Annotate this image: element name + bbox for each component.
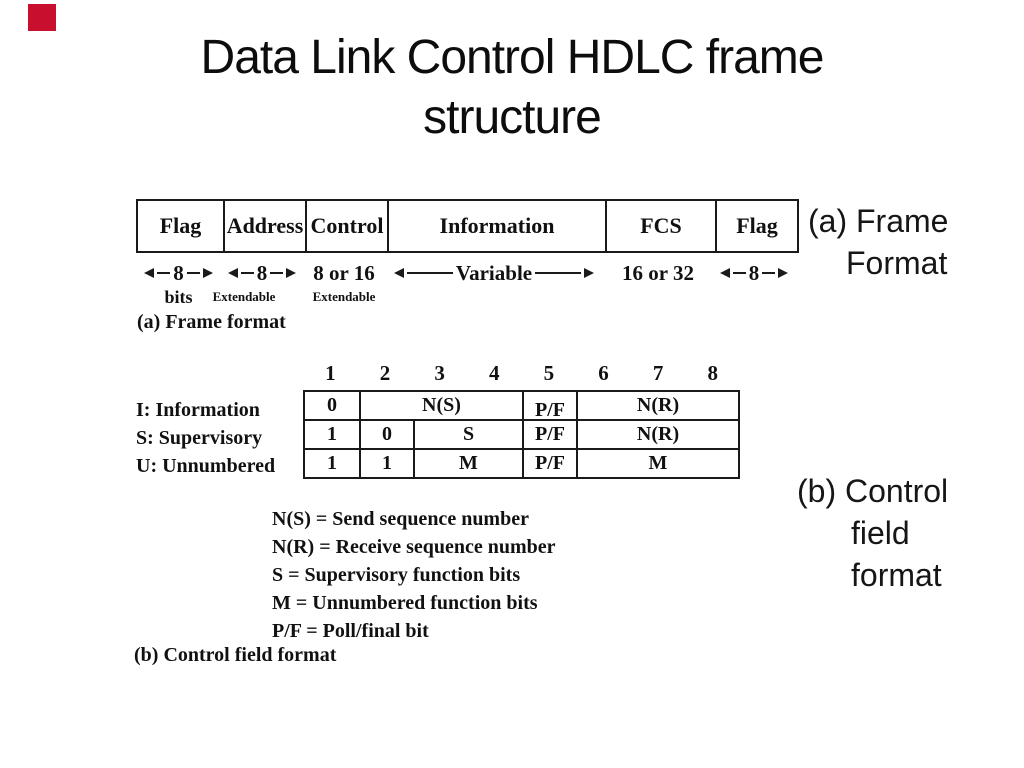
cell: 1 <box>327 423 337 445</box>
arrow-shaft <box>157 272 170 274</box>
red-accent-square-icon <box>28 4 56 31</box>
arrow-shaft <box>733 272 746 274</box>
bit-width-value: 8 <box>748 260 760 285</box>
frame-field-fcs: FCS <box>605 201 715 251</box>
bit-width-information <box>385 260 603 286</box>
cell: N(R) <box>576 421 738 448</box>
frame-field-control: Control <box>305 201 387 251</box>
legend-line: S = Supervisory function bits <box>272 564 521 586</box>
control-field-annotation <box>797 470 948 596</box>
arrow-shaft <box>762 272 775 274</box>
arrowhead-right-icon <box>203 268 213 278</box>
annotation-line: Format <box>846 245 948 281</box>
table-row-i-frame <box>305 392 738 419</box>
frame-format-table <box>136 199 799 253</box>
arrow-shaft <box>241 272 254 274</box>
bit-width-row <box>136 260 795 312</box>
frame-field-flag-2: Flag <box>715 201 797 251</box>
cell: 0 <box>327 394 337 416</box>
bit-width-value: Variable <box>455 260 533 285</box>
arrow-shaft <box>187 272 200 274</box>
bit-width-sub: bits <box>164 287 193 307</box>
bit-width-value: 8 <box>256 260 268 285</box>
arrow-shaft <box>535 272 581 274</box>
bit-number: 8 <box>707 361 718 385</box>
bit-number: 2 <box>379 361 391 385</box>
bit-width-address <box>212 260 303 305</box>
legend-line: M = Unnumbered function bits <box>272 592 538 614</box>
arrowhead-left-icon <box>720 268 730 278</box>
bit-width-value: 16 or 32 <box>622 260 694 285</box>
abbreviation-legend <box>272 505 556 645</box>
bit-width-sub: Extendable <box>212 289 276 304</box>
frame-type-list <box>136 396 275 480</box>
bit-number: 1 <box>325 361 336 385</box>
bit-number: 5 <box>543 361 555 385</box>
control-field-table <box>303 390 740 479</box>
bit-width-value: 8 <box>173 260 184 285</box>
frame-type-i: I: Information <box>136 399 260 421</box>
cell: P/F <box>522 450 576 477</box>
annotation-line: field <box>851 515 910 551</box>
arrow-shaft <box>407 272 453 274</box>
table-row-u-frame <box>305 448 738 477</box>
arrowhead-left-icon <box>394 268 404 278</box>
cell: M <box>576 450 738 477</box>
bit-number: 6 <box>598 361 609 385</box>
annotation-line: format <box>851 557 942 593</box>
cell: S <box>413 421 522 448</box>
frame-field-information: Information <box>387 201 605 251</box>
legend-line: P/F = Poll/final bit <box>272 620 429 642</box>
frame-type-s: S: Supervisory <box>136 427 263 449</box>
arrowhead-left-icon <box>144 268 154 278</box>
bit-number: 7 <box>652 361 664 385</box>
cell: N(R) <box>576 392 738 419</box>
slide-title: Data Link Control HDLC frame structure <box>200 31 824 144</box>
annotation-line: (a) Frame <box>808 203 949 239</box>
cell: P/F <box>522 421 576 448</box>
arrowhead-right-icon <box>778 268 788 278</box>
cell: P/F <box>522 392 576 419</box>
frame-format-annotation <box>808 200 948 284</box>
frame-type-u: U: Unnumbered <box>136 455 276 477</box>
legend-line: N(S) = Send sequence number <box>272 508 529 530</box>
frame-field-flag-1: Flag <box>159 213 202 238</box>
bit-width-sub: Extendable <box>312 289 376 304</box>
annotation-line: (b) Control <box>797 473 949 509</box>
legend-line: N(R) = Receive sequence number <box>272 536 556 558</box>
arrowhead-left-icon <box>228 268 238 278</box>
frame-format-caption: (a) Frame format <box>137 311 286 333</box>
bit-width-fcs <box>603 260 713 286</box>
arrowhead-right-icon <box>584 268 594 278</box>
bit-number: 4 <box>488 361 500 385</box>
control-bit-numbers <box>303 361 740 386</box>
table-row-s-frame <box>305 419 738 448</box>
cell: M <box>413 450 522 477</box>
bit-number: 3 <box>434 361 445 385</box>
arrow-shaft <box>270 272 283 274</box>
cell: 0 <box>359 421 413 448</box>
cell: 1 <box>327 452 337 474</box>
arrowhead-right-icon <box>286 268 296 278</box>
bit-width-control <box>303 260 385 305</box>
cell: 1 <box>359 450 413 477</box>
cell: N(S) <box>359 392 522 419</box>
frame-field-address: Address <box>223 201 305 251</box>
bit-width-flag-2 <box>713 260 795 286</box>
control-field-caption: (b) Control field format <box>134 644 337 666</box>
bit-width-value: 8 or 16 <box>313 260 375 285</box>
